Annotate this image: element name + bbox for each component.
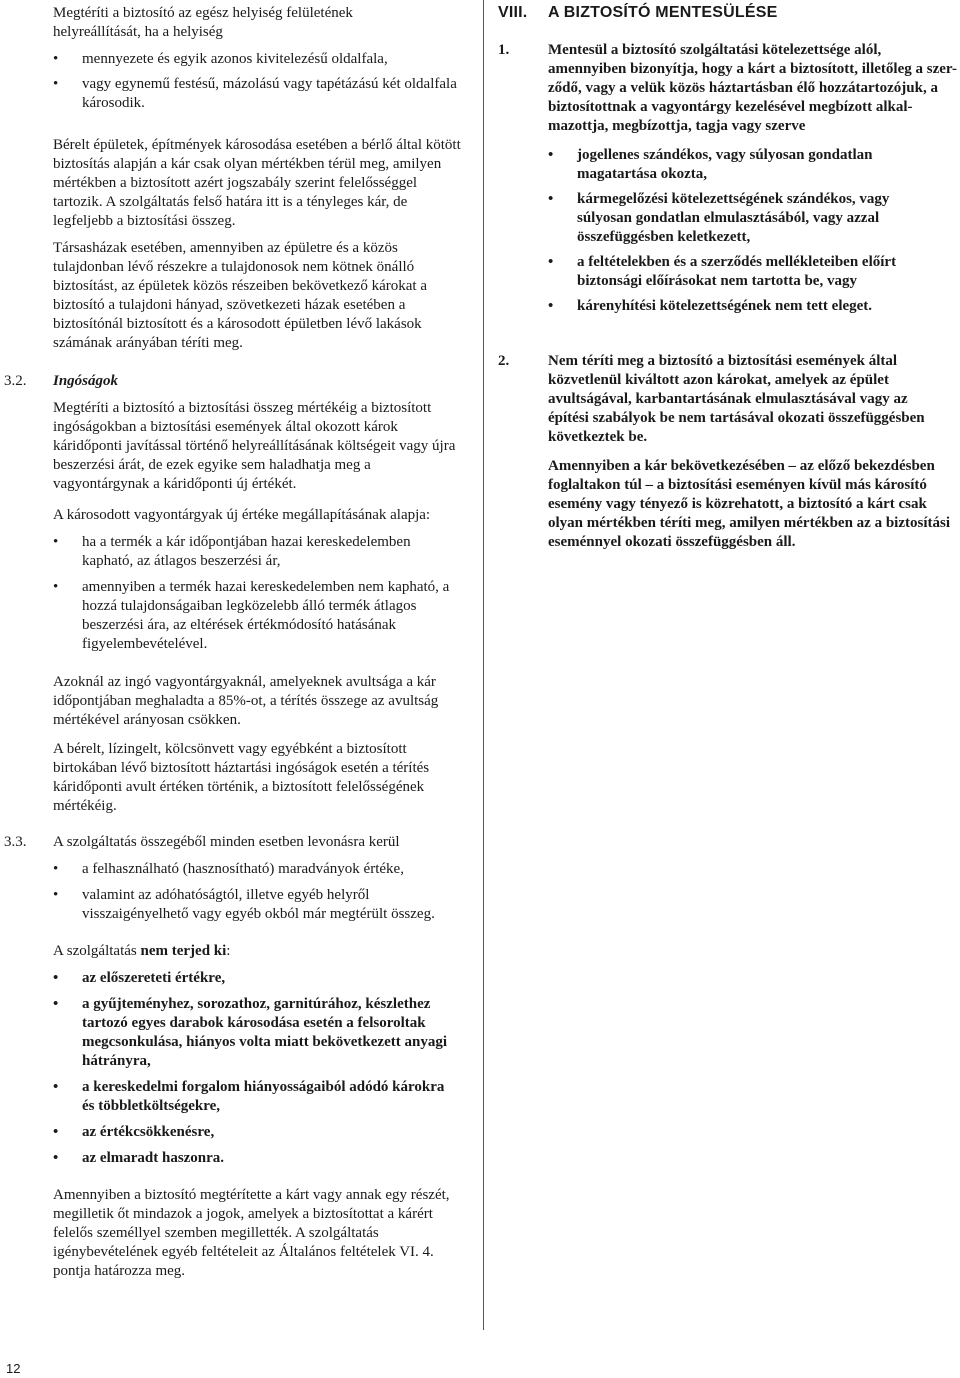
intro-list: [53, 50, 463, 113]
section-heading: [498, 4, 778, 22]
exclusion-intro-post: :: [226, 943, 231, 959]
exemption-item-1: [498, 41, 958, 322]
list-item: • a kereskedelmi forgalom hiányosságaiból adódó károkra és többletköltségekre,: [53, 1078, 453, 1116]
tarsashaz-paragraph: Társasházak esetében, amennyiben az épületre és a közös tulajdonban lévő részekre a tulajdonosok nem kötnek önálló biztosítást, az épületek közös részeiben bekövetkező károkat a biztosító a tulajdoni hányad, szövetkezeti házak esetében a biztosítónál biztosított és a károsodott épületben lévő lakások számának arányában téríti meg.: [53, 240, 428, 351]
exclusion-intro-pre: A szolgáltatás: [53, 943, 141, 959]
list-item: • a felhasználható (hasznosítható) maradványok értéke,: [53, 860, 468, 879]
section-3-3: [4, 833, 474, 1281]
section-title: Ingóságok: [53, 373, 119, 389]
section-paragraph: Amennyiben a biztosító megtérítette a kárt vagy annak egy részét, megilletik őt mindazok a jogok, amelyek a biztosítottat a kárért felelős személlyel szemben megillették. A szolgáltatás igénybevételének egyéb feltételeit az Általános feltételek VI. 4. pontja határozza meg.: [53, 1187, 450, 1279]
list-item: • a feltételekben és a szerződés mellékleteiben előírt biztonsági előírásokat nem tartotta be, vagy: [548, 253, 938, 291]
list-item: • mennyezete és egyik azonos kivitelezésű oldalfala,: [53, 50, 463, 69]
section-heading-number: VIII.: [498, 4, 528, 21]
berelt-paragraph: Bérelt épületek, építmények károsodása esetében a bérlő által kötött biztosítás alapján a kár csak olyan mértékben térül meg, amilyen mértékben a biztosított azért jogszabály szerint felelősséggel tartozik. A szolgáltatás felső határa itt is a tényleges kár, de legfeljebb a biztosítási összeg.: [53, 137, 461, 229]
list-item: • kárenyhítési kötelezettségének nem tett eleget.: [548, 297, 938, 316]
section-heading-title: A BIZTOSÍTÓ MENTESÜLÉSE: [548, 4, 778, 21]
berelt-block: [53, 136, 463, 231]
intro-block: [53, 4, 463, 113]
list-item: • az előszereteti értékre,: [53, 969, 453, 988]
section-paragraph: Azoknál az ingó vagyontárgyaknál, amelyeknek avultsága a kár időpontjában meghaladta a 85%-ot, a térítés összege az avultság mértékével arányosan csökken.: [53, 674, 439, 728]
section-paragraph: A szolgáltatás összegéből minden esetben levonásra kerül: [53, 834, 400, 850]
list-item: • ha a termék a kár időpontjában hazai kereskedelemben kapható, az átlagos beszerzési ár,: [53, 533, 453, 571]
list-item: • amennyiben a termék hazai kereskedelemben nem kapható, a hozzá tulajdonságaiban legközelebb álló termék átlagos beszerzési ára, az eltérések értékmódosító hatásának figyelembevételével.: [53, 578, 453, 654]
exclusion-intro-bold: nem terjed ki: [140, 943, 227, 959]
list-item: • vagy egynemű festésű, mázolású vagy tapétázású két oldalfala károsodik.: [53, 75, 463, 113]
column-divider: [483, 0, 484, 1330]
list-item: • jogellenes szándékos, vagy súlyosan gondatlan magatartása okozta,: [548, 146, 938, 184]
page-number: 12: [6, 1361, 21, 1376]
intro-paragraph: Megtéríti a biztosító az egész helyiség felületének helyreállítását, ha a helyiség: [53, 5, 353, 40]
section-paragraph: A károsodott vagyontárgyak új értéke megállapításának alapja:: [53, 507, 431, 523]
section-paragraph: A bérelt, lízingelt, kölcsönvett vagy egyébként a biztosított birtokában lévő biztosított háztartási ingóságok esetén a térítés káridőponti avult értéken történik, a biztosított felelősségének mértékéig.: [53, 741, 430, 814]
section-number: 3.2.: [4, 373, 27, 389]
list-item: • az értékcsökkenésre,: [53, 1123, 453, 1142]
item-paragraph: Mentesül a biztosító szolgáltatási kötelezettsége alól, amennyiben bizonyítja, hogy a kárt a biztosított, illetőleg a szer-ződő, vagy a velük közös háztartásban élő hozzátartozójuk, a biztosítottnak a vagyontárgy kezelésével megbízott alkal-mazottja, megbízottja, tagja vagy szerve: [548, 42, 957, 134]
value-basis-list: [53, 533, 453, 654]
item-paragraph: Nem téríti meg a biztosító a biztosítási események által közvetlenül kiváltott azon károkat, amelyek az épület avultságával, karbantartásának elmulasztásával vagy az építési szabályok be nem tartásával okozati összefüggésben következtek be.: [548, 353, 925, 445]
item-number: 1.: [498, 42, 510, 58]
tarsashaz-block: [53, 239, 463, 353]
item-number: 2.: [498, 353, 510, 369]
item-paragraph: Amennyiben a kár bekövetkezésében – az előző bekezdésben foglaltakon túl – a biztosítási eseményen kívül más károsító esemény vagy tényező is közrehatott, a biztosító a kárt csak olyan mértékben téríti meg, amilyen mértékben az a biztosítási eseménnyel okozati összefüggésben áll.: [548, 458, 951, 550]
list-item: • kármegelőzési kötelezettségének szándékos, vagy súlyosan gondatlan elmulasztásából, vagy azzal összefüggésben keletkezett,: [548, 190, 938, 247]
section-3-2: [4, 372, 474, 816]
list-item: • a gyűjteményhez, sorozathoz, garnitúrához, készlethez tartozó egyes darabok károsodása esetén a felsoroltak megcsonkulása, hiányos volta miatt bekövetkezett anyagi hátrányra,: [53, 995, 453, 1071]
exclusion-intro: [53, 942, 468, 961]
exemption-list: [548, 146, 938, 316]
list-item: • az elmaradt haszonra.: [53, 1149, 453, 1168]
deduction-list: [53, 860, 468, 924]
section-number: 3.3.: [4, 834, 27, 850]
section-paragraph: Megtéríti a biztosító a biztosítási összeg mértékéig a biztosított ingóságokban a biztosítási események által okozott károk káridőponti javítással történő helyreállításának költségeit vagy újra beszerzési árát, de ezek egyike sem haladhatja meg a vagyontárgynak a káridőponti új értékét.: [53, 400, 456, 492]
exemption-item-2: [498, 352, 958, 552]
list-item: • valamint az adóhatóságtól, illetve egyéb helyről visszaigényelhető vagy egyéb okból már megtérült összeg.: [53, 886, 468, 924]
exclusion-list: [53, 969, 453, 1168]
